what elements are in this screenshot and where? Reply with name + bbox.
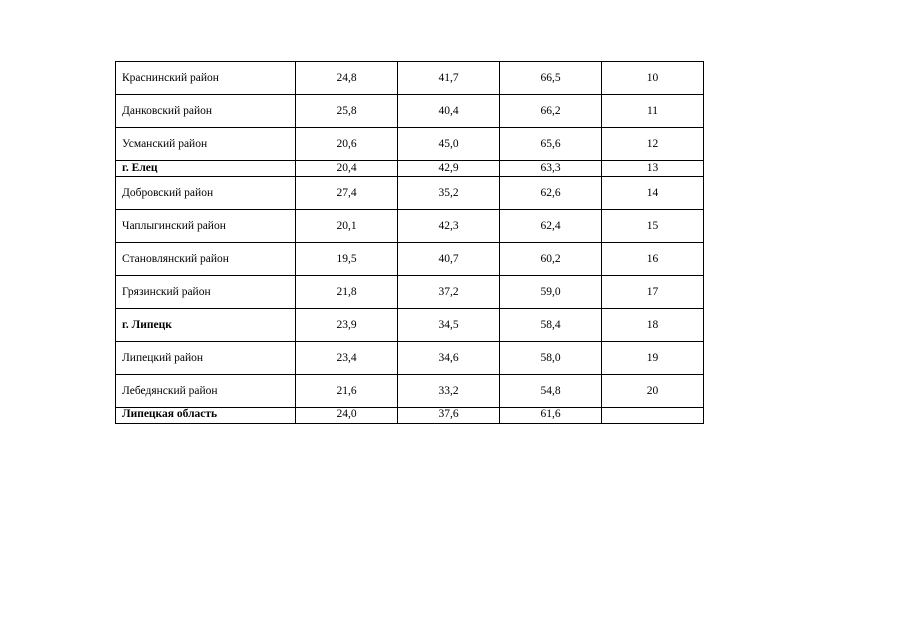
value-col2-cell: 34,5 [398, 309, 500, 342]
value-total-cell: 61,6 [500, 408, 602, 424]
district-name-cell: Лебедянский район [116, 375, 296, 408]
district-name-cell: Данковский район [116, 95, 296, 128]
value-col2-cell: 42,3 [398, 210, 500, 243]
value-col2-cell: 41,7 [398, 62, 500, 95]
value-col2-cell: 35,2 [398, 177, 500, 210]
rank-cell: 14 [602, 177, 704, 210]
table-row [116, 243, 704, 276]
value-col1-cell: 21,6 [296, 375, 398, 408]
rank-cell: 10 [602, 62, 704, 95]
rank-cell [602, 408, 704, 424]
value-total-cell: 62,6 [500, 177, 602, 210]
value-col1-cell: 24,0 [296, 408, 398, 424]
table-row [116, 309, 704, 342]
value-col1-cell: 20,6 [296, 128, 398, 161]
table-row [116, 342, 704, 375]
value-total-cell: 58,4 [500, 309, 602, 342]
rank-cell: 20 [602, 375, 704, 408]
value-col2-cell: 33,2 [398, 375, 500, 408]
table-row [116, 128, 704, 161]
value-col1-cell: 20,1 [296, 210, 398, 243]
rank-cell: 16 [602, 243, 704, 276]
table-row [116, 210, 704, 243]
value-col2-cell: 34,6 [398, 342, 500, 375]
rank-cell: 15 [602, 210, 704, 243]
value-total-cell: 60,2 [500, 243, 602, 276]
table-row [116, 95, 704, 128]
value-col1-cell: 23,9 [296, 309, 398, 342]
district-name-cell: Краснинский район [116, 62, 296, 95]
value-col1-cell: 27,4 [296, 177, 398, 210]
district-name-cell: г. Елец [116, 161, 296, 177]
table-row-total [116, 408, 704, 424]
rank-cell: 11 [602, 95, 704, 128]
value-col2-cell: 37,2 [398, 276, 500, 309]
district-name-cell: Липецкая область [116, 408, 296, 424]
value-col1-cell: 19,5 [296, 243, 398, 276]
value-total-cell: 58,0 [500, 342, 602, 375]
table-row [116, 161, 704, 177]
data-table [115, 61, 704, 424]
value-col1-cell: 25,8 [296, 95, 398, 128]
rank-cell: 19 [602, 342, 704, 375]
table-row [116, 375, 704, 408]
table-row [116, 177, 704, 210]
rank-cell: 13 [602, 161, 704, 177]
district-name-cell: Липецкий район [116, 342, 296, 375]
table-row [116, 62, 704, 95]
district-name-cell: Грязинский район [116, 276, 296, 309]
rank-cell: 12 [602, 128, 704, 161]
value-col1-cell: 23,4 [296, 342, 398, 375]
value-total-cell: 54,8 [500, 375, 602, 408]
district-name-cell: г. Липецк [116, 309, 296, 342]
district-name-cell: Чаплыгинский район [116, 210, 296, 243]
value-col1-cell: 20,4 [296, 161, 398, 177]
value-col2-cell: 45,0 [398, 128, 500, 161]
value-total-cell: 66,2 [500, 95, 602, 128]
value-total-cell: 62,4 [500, 210, 602, 243]
value-total-cell: 59,0 [500, 276, 602, 309]
value-col1-cell: 24,8 [296, 62, 398, 95]
value-col1-cell: 21,8 [296, 276, 398, 309]
district-name-cell: Добровский район [116, 177, 296, 210]
value-col2-cell: 40,7 [398, 243, 500, 276]
value-col2-cell: 40,4 [398, 95, 500, 128]
value-total-cell: 65,6 [500, 128, 602, 161]
value-col2-cell: 37,6 [398, 408, 500, 424]
value-col2-cell: 42,9 [398, 161, 500, 177]
district-name-cell: Усманский район [116, 128, 296, 161]
table-row [116, 276, 704, 309]
district-name-cell: Становлянский район [116, 243, 296, 276]
rank-cell: 18 [602, 309, 704, 342]
value-total-cell: 63,3 [500, 161, 602, 177]
rank-cell: 17 [602, 276, 704, 309]
value-total-cell: 66,5 [500, 62, 602, 95]
